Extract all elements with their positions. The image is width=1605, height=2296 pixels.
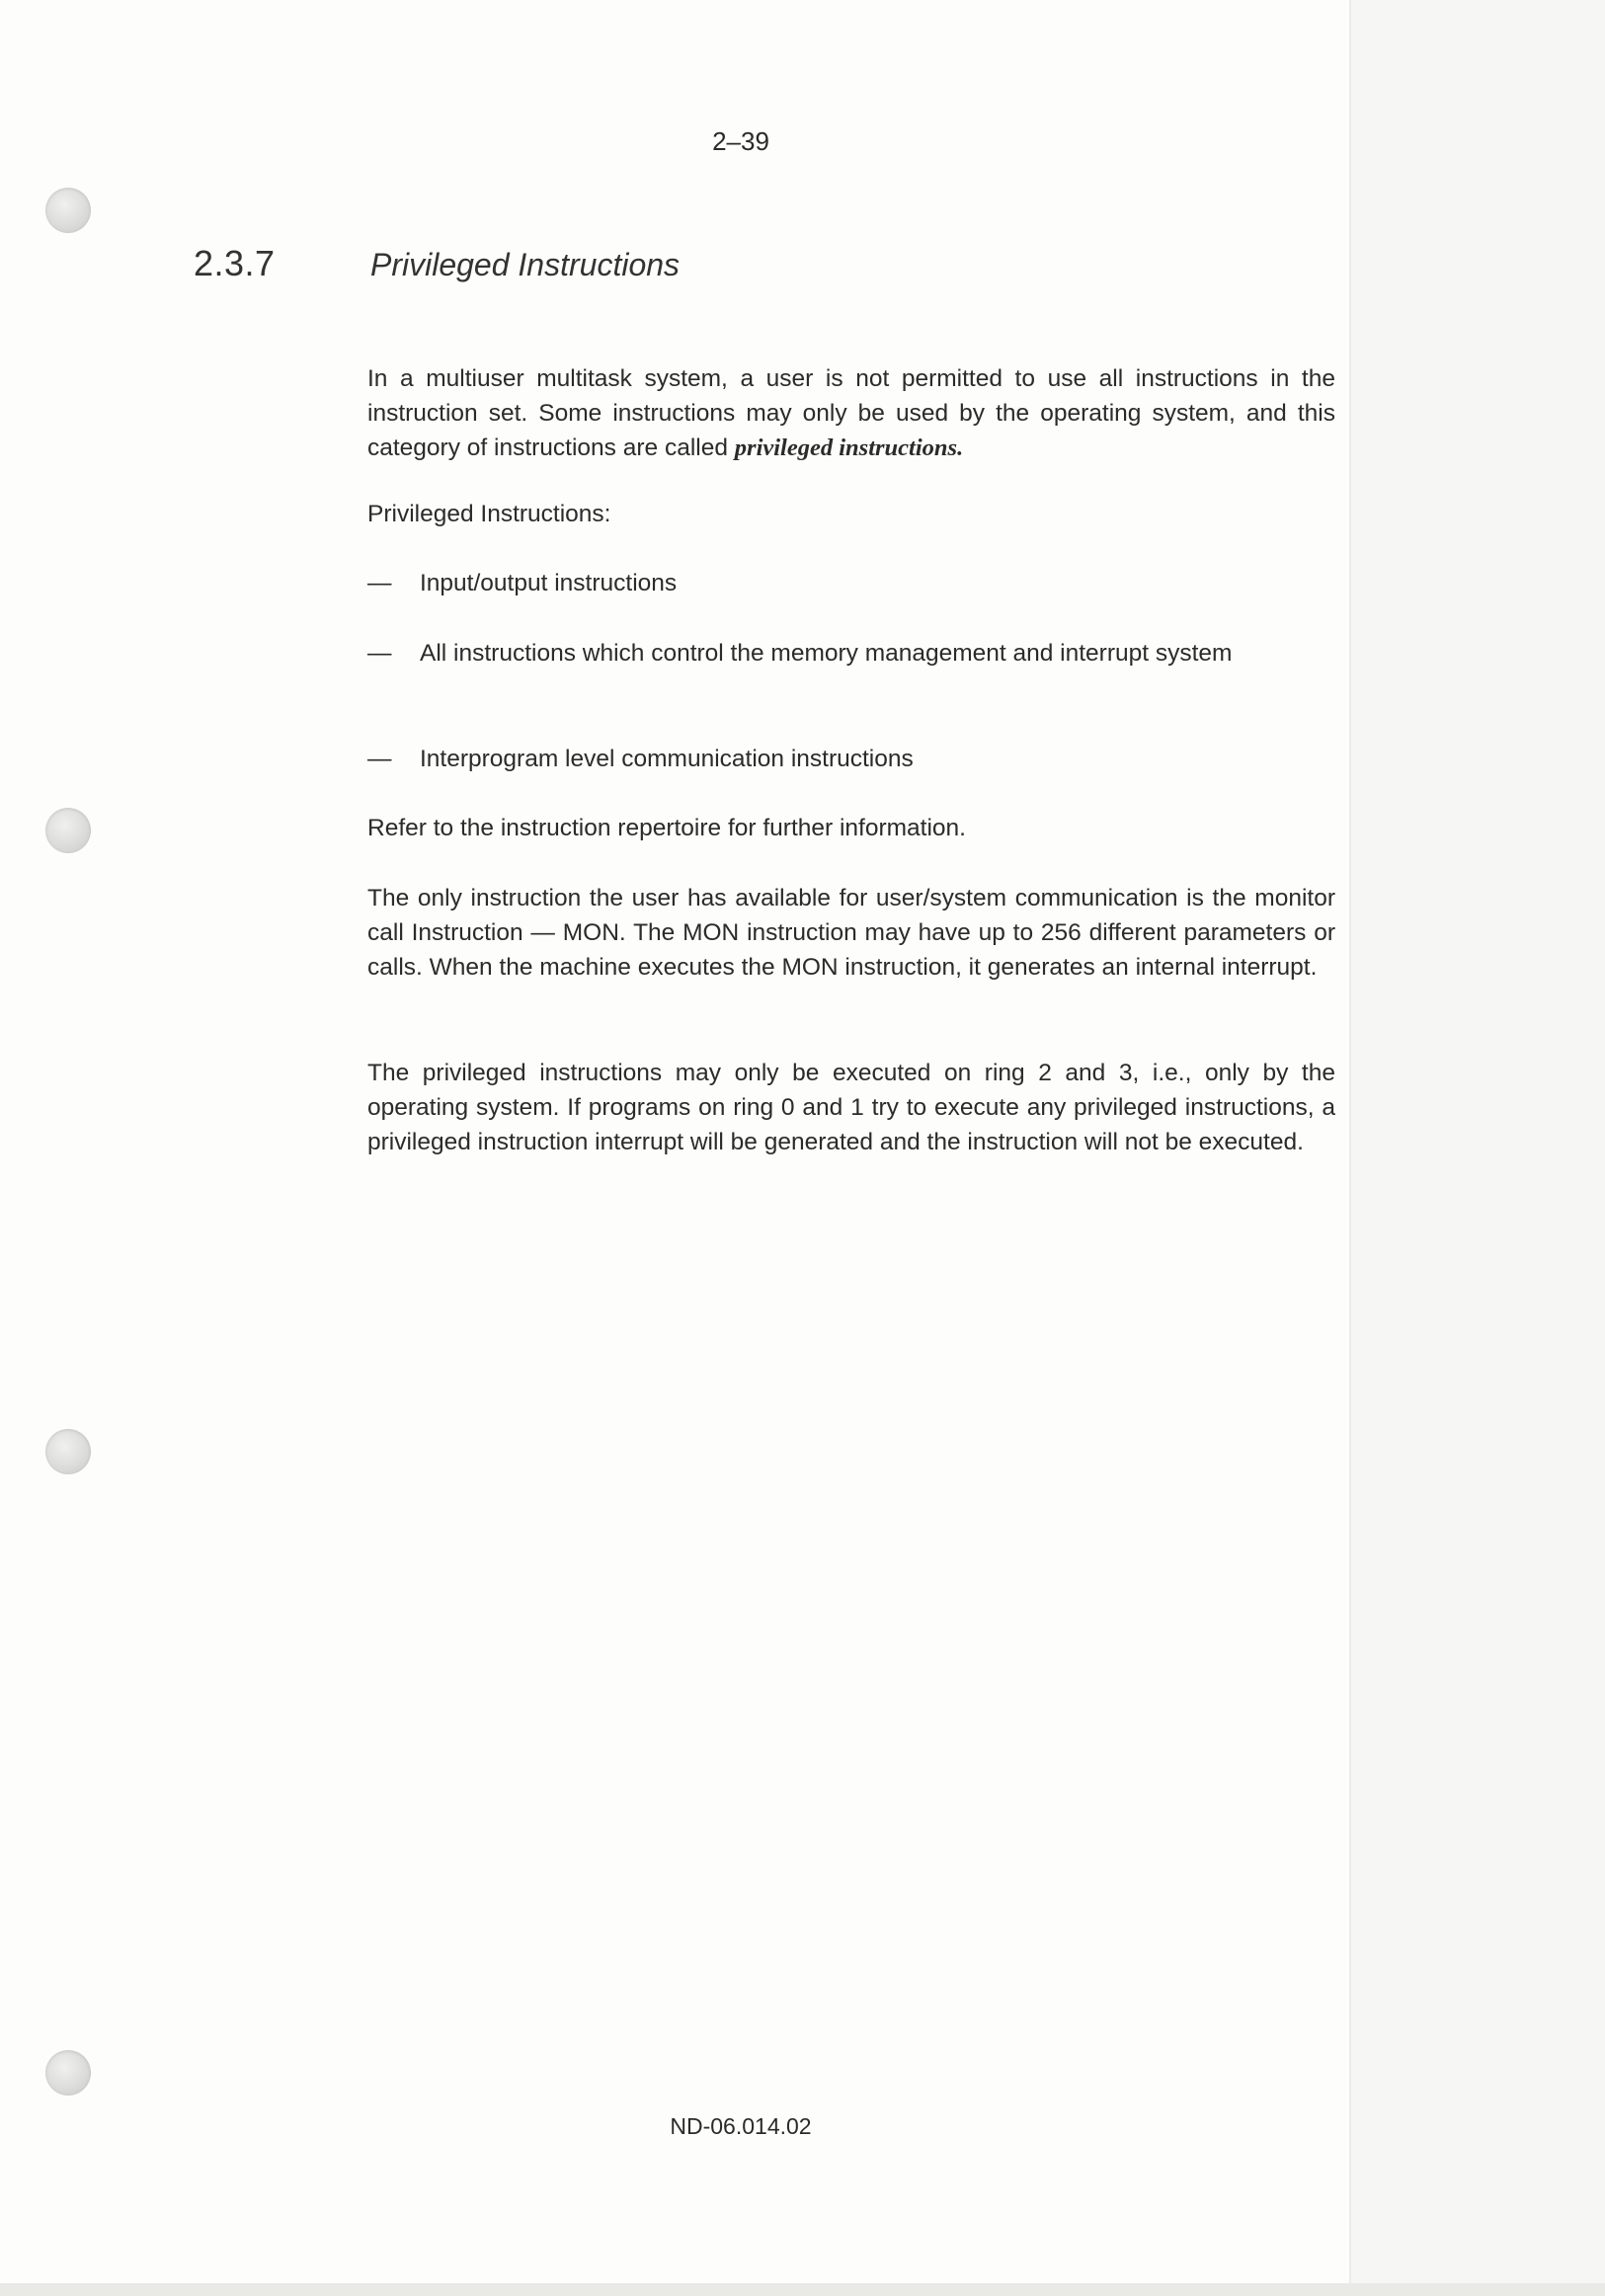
defined-term: privileged instructions. (734, 435, 964, 461)
list-item-text: Interprogram level communication instructions (420, 746, 914, 772)
section-title: Privileged Instructions (370, 247, 681, 282)
list-item-text: All instructions which control the memory management and interrupt system (420, 640, 1233, 667)
binder-hole-4 (45, 2050, 91, 2096)
bullet-dash: — (367, 570, 392, 596)
bullet-dash: — (367, 746, 392, 772)
binder-hole-2 (45, 808, 91, 853)
list-item (367, 566, 1335, 600)
list-item-text: Input/output instructions (420, 570, 678, 596)
mon-paragraph: The only instruction the user has available for user/system communication is the monitor call Instruction — MON. The MON instruction may have up to 256 different parameters or calls. When the machine executes the MON instruction, it generates an internal interrupt. (367, 885, 1335, 981)
intro-paragraph (367, 361, 1335, 465)
list-heading: Privileged Instructions: (367, 501, 611, 527)
section-number: 2.3.7 (194, 243, 276, 283)
binder-hole-3 (45, 1429, 91, 1474)
document-id (0, 2113, 1605, 2140)
page-right-edge (1349, 0, 1605, 2296)
binder-hole-1 (45, 188, 91, 233)
refer-paragraph: Refer to the instruction repertoire for further information. (367, 815, 966, 841)
page-bottom-edge (0, 2283, 1605, 2296)
document-id-text: ND-06.014.02 (670, 2113, 812, 2139)
list-item (367, 742, 1335, 776)
intro-text: In a multiuser multitask system, a user is not permitted to use all instructions in the instruction set. Some instructions may only be used by the operating system, and this category of instructions are called (367, 365, 1335, 461)
bullet-dash: — (367, 640, 392, 667)
rings-paragraph: The privileged instructions may only be executed on ring 2 and 3, i.e., only by the operating system. If programs on ring 0 and 1 try to execute any privileged instructions, a privileged instruction interrupt will be generated and the instruction will not be executed. (367, 1060, 1335, 1155)
page-number: 2–39 (712, 126, 769, 156)
list-item (367, 636, 1335, 671)
